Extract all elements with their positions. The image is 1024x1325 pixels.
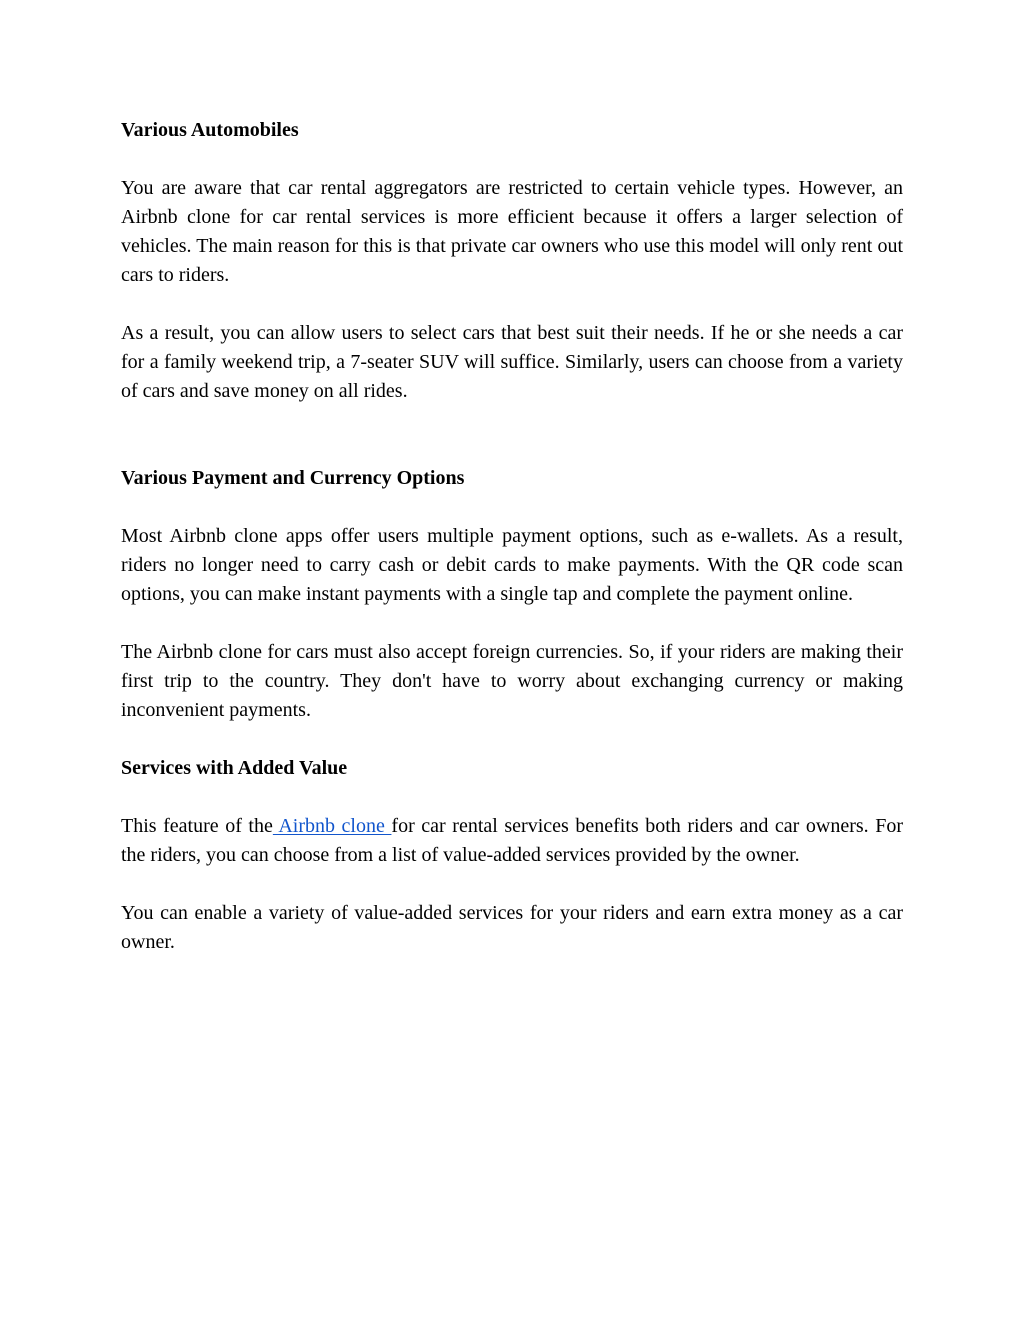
airbnb-clone-link[interactable]: Airbnb clone (272, 815, 392, 837)
paragraph-user-choice: As a result, you can allow users to select cars that best suit their needs. If he or she needs a car for a family weekend trip, a 7-seater SUV will suffice. Similarly, users can choose from a variety of cars and save money on all rides. (121, 322, 903, 402)
paragraph-payment-options: Most Airbnb clone apps offer users multiple payment options, such as e-wallets. As a result, riders no longer need to carry cash or debit cards to make payments. With the QR code scan options, you can make instant payments with a single tap and complete the payment online. (121, 525, 903, 605)
paragraph-foreign-currencies: The Airbnb clone for cars must also accept foreign currencies. So, if your riders are making their first trip to the country. They don't have to worry about exchanging currency or making inconvenient payments. (121, 641, 903, 721)
paragraph-vehicle-selection: You are aware that car rental aggregators are restricted to certain vehicle types. However, an Airbnb clone for car rental services is more efficient because it offers a larger selection of vehicles. The main reason for this is that private car owners who use this model will only rent out cars to riders. (121, 177, 903, 286)
paragraph-text-before-link: This feature of the (121, 815, 273, 837)
document-body (121, 116, 903, 957)
section-heading-payment-currency: Various Payment and Currency Options (121, 467, 465, 489)
section-heading-various-automobiles: Various Automobiles (121, 119, 299, 141)
section-heading-added-value: Services with Added Value (121, 757, 348, 779)
paragraph-extra-money: You can enable a variety of value-added services for your riders and earn extra money as a car owner. (121, 902, 903, 953)
paragraph-text-after-link: for car rental services benefits both riders and car owners. For the riders, you can choose from a list of value-added services provided by the owner. (121, 815, 903, 866)
paragraph-feature-benefits (121, 812, 903, 870)
